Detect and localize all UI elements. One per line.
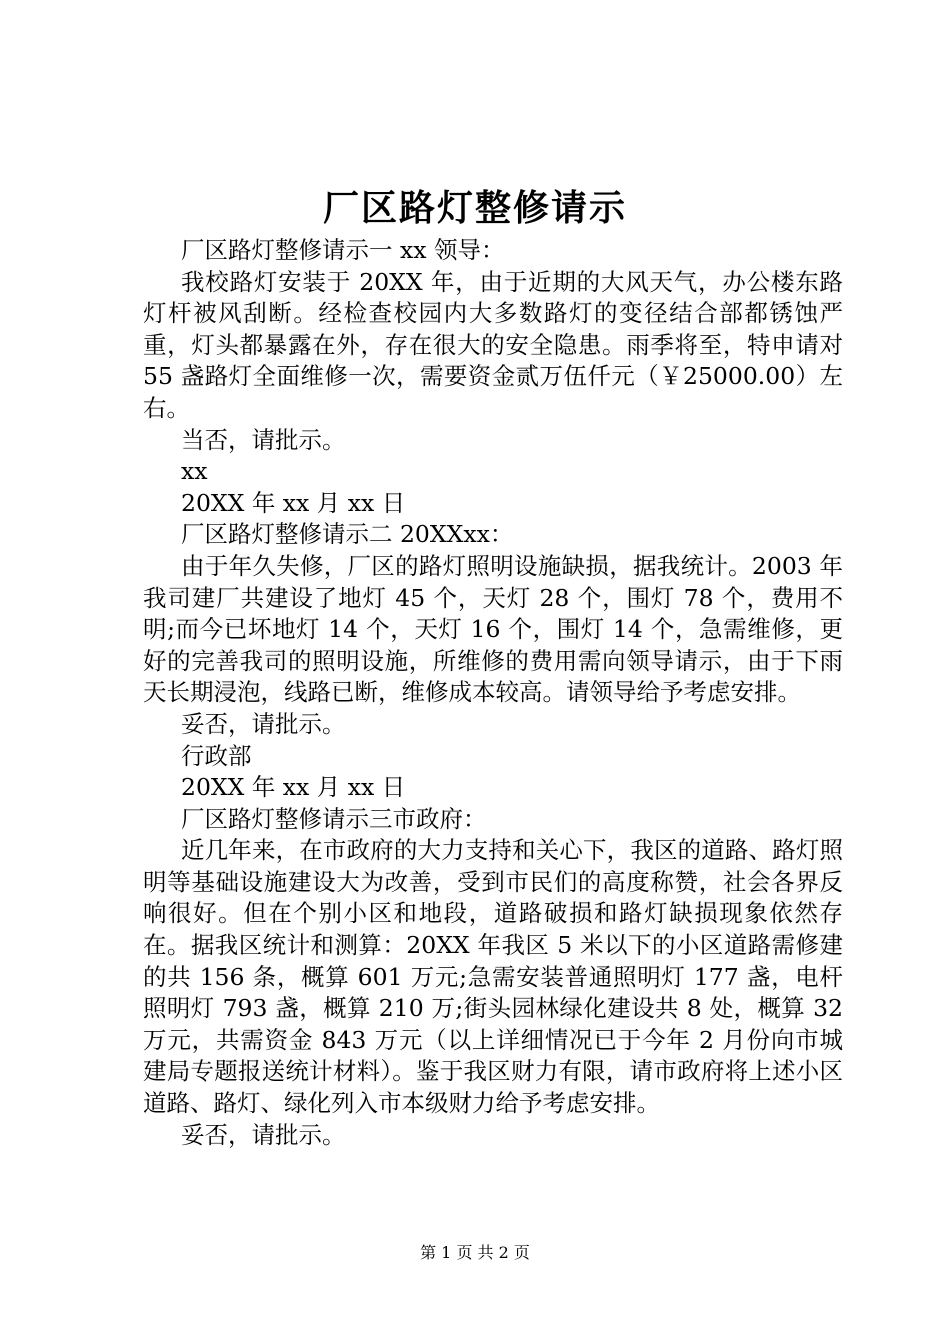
paragraph-date-1: 20XX 年 xx 月 xx 日 [181, 488, 406, 517]
paragraph-approval-1: 当否，请批示。 [181, 425, 346, 454]
paragraph-approval-3: 妥否，请批示。 [181, 1120, 346, 1149]
paragraph-signature-2: 行政部 [181, 741, 252, 770]
paragraph-heading-1: 厂区路灯整修请示一 xx 领导： [181, 236, 505, 264]
document-body [143, 235, 843, 1151]
paragraph-approval-2: 妥否，请批示。 [181, 709, 346, 738]
paragraph-request-3: 近几年来，在市政府的大力支持和关心下，我区的道路、路灯照明等基础设施建设大为改善，受到市民们的高度称赞，社会各界反响很好。但在个别小区和地段，道路破损和路灯缺损现象依然存在。据我区统计和测算：20XX 年我区 5 米以下的小区道路需修建的共 156 条，概算 601 万元;急需安装普通照明灯 177 盏，电杆照明灯 793 盏，概算 210 万;街头园林绿化建设共 8 处，概算 32 万元，共需资金 843 万元（以上详细情况已于今年 2 月份向市城建局专题报送统计材料）。鉴于我区财力有限，请市政府将上述小区道路、路灯、绿化列入市本级财力给予考虑安排。 [143, 836, 843, 1118]
paragraph-request-2: 由于年久失修，厂区的路灯照明设施缺损，据我统计。2003 年我司建厂共建设了地灯 45 个，天灯 28 个，围灯 78 个，费用不明;而今已坏地灯 14 个，天灯 16 个，围灯 14 个，急需维修，更好的完善我司的照明设施，所维修的费用需向领导请示，由于下雨天长期浸泡，线路已断，维修成本较高。请领导给予考虑安排。 [143, 551, 843, 707]
paragraph-heading-3: 厂区路灯整修请示三市政府： [181, 804, 487, 833]
document-title: 厂区路灯整修请示 [322, 187, 627, 229]
paragraph-request-1: 我校路灯安装于 20XX 年，由于近期的大风天气，办公楼东路灯杆被风刮断。经检查校园内大多数路灯的变径结合部都锈蚀严重，灯头都暴露在外，存在很大的安全隐患。雨季将至，特申请对 55 盏路灯全面维修一次，需要资金贰万伍仟元（￥25000.00）左右。 [143, 267, 843, 422]
paragraph-date-2: 20XX 年 xx 月 xx 日 [181, 773, 406, 802]
paragraph-signature-1: xx [181, 457, 208, 486]
page-footer: 第 1 页 共 2 页 [420, 1243, 530, 1262]
paragraph-heading-2: 厂区路灯整修请示二 20XXxx： [181, 520, 514, 549]
